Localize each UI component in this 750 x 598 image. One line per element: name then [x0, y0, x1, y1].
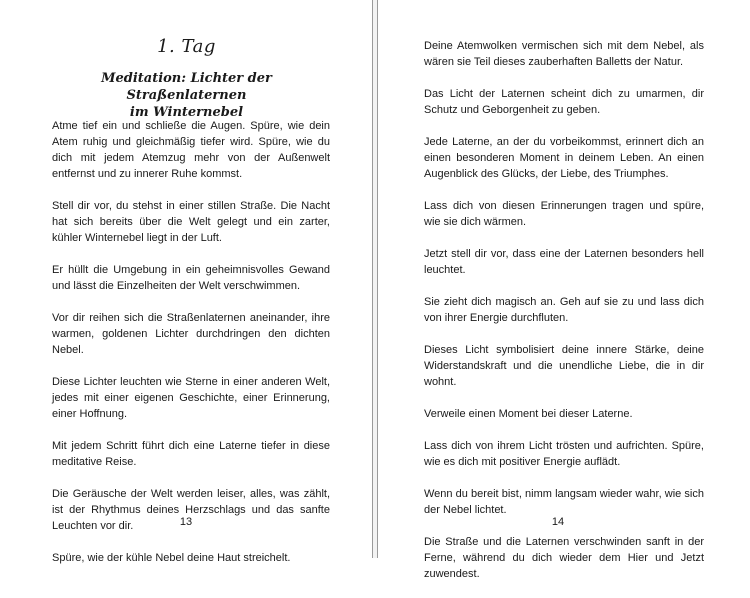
page-number: 13	[179, 516, 193, 528]
meditation-title	[60, 70, 313, 121]
paragraph: Lass dich von diesen Erinnerungen tragen und spüre, wie sie dich wärmen.	[424, 200, 704, 228]
paragraph: Vor dir reihen sich die Straßenlaternen aneinander, ihre warmen, goldenen Lichter durchdringen den dichten Nebel.	[52, 312, 330, 356]
chapter-title: 1. Tag	[157, 36, 216, 57]
paragraph: Jetzt stell dir vor, dass eine der Laternen besonders hell leuchtet.	[424, 248, 704, 276]
paragraph: Die Straße und die Laternen verschwinden sanft in der Ferne, während du dich wieder dem Hier und Jetzt zuwendest.	[424, 536, 704, 580]
paragraph: Spüre, wie der kühle Nebel deine Haut streichelt.	[52, 552, 291, 564]
paragraph: Diese Lichter leuchten wie Sterne in einer anderen Welt, jedes mit einer eigenen Geschichte, einer Erinnerung, einer Hoffnung.	[52, 376, 330, 420]
paragraph: Er hüllt die Umgebung in ein geheimnisvolles Gewand und lässt die Einzelheiten der Welt verschwimmen.	[52, 264, 330, 292]
left-page	[0, 0, 373, 564]
paragraph: Stell dir vor, du stehst in einer stillen Straße. Die Nacht hat sich bereits über die Welt gelegt und ein zarter, kühler Winternebel liegt in der Luft.	[52, 200, 330, 244]
paragraph: Atme tief ein und schließe die Augen. Spüre, wie dein Atem ruhig und gleichmäßig tiefer wird. Spüre, wie du dich mit jedem Atemzug mehr von der Außenwelt entfernst und zu innerer Ruhe kommst.	[52, 120, 330, 180]
paragraph: Mit jedem Schritt führt dich eine Laterne tiefer in diese meditative Reise.	[52, 440, 330, 468]
paragraph: Das Licht der Laternen scheint dich zu umarmen, dir Schutz und Geborgenheit zu geben.	[424, 88, 704, 116]
meditation-title-line-1: Meditation: Lichter der Straßenlaternen	[101, 71, 272, 103]
paragraph: Die Geräusche der Welt werden leiser, alles, was zählt, ist der Rhythmus deines Herzschlags und das sanfte Leuchten vor dir.	[52, 488, 330, 532]
paragraph: Wenn du bereit bist, nimm langsam wieder wahr, wie sich der Nebel lichtet.	[424, 488, 704, 516]
paragraph: Verweile einen Moment bei dieser Laterne.	[424, 408, 633, 420]
right-page	[377, 0, 750, 580]
paragraph: Dieses Licht symbolisiert deine innere Stärke, deine Widerstandskraft und die unendliche Liebe, die in dir wohnt.	[424, 344, 704, 388]
paragraph: Deine Atemwolken vermischen sich mit dem Nebel, als wären sie Teil dieses zauberhaften Balletts der Natur.	[424, 40, 704, 68]
meditation-title-line-2: im Winternebel	[129, 105, 244, 120]
paragraph: Jede Laterne, an der du vorbeikommst, erinnert dich an einen besonderen Moment in deinem Leben. An einen Augenblick des Glücks, der Liebe, des Triumphes.	[424, 136, 704, 180]
left-page-body	[52, 118, 330, 582]
paragraph: Lass dich von ihrem Licht trösten und aufrichten. Spüre, wie es dich mit positiver Energie auflädt.	[424, 440, 704, 468]
page-number: 14	[551, 516, 565, 528]
paragraph: Sie zieht dich magisch an. Geh auf sie zu und lass dich von ihrer Energie durchfluten.	[424, 296, 704, 324]
right-page-body	[424, 38, 704, 598]
